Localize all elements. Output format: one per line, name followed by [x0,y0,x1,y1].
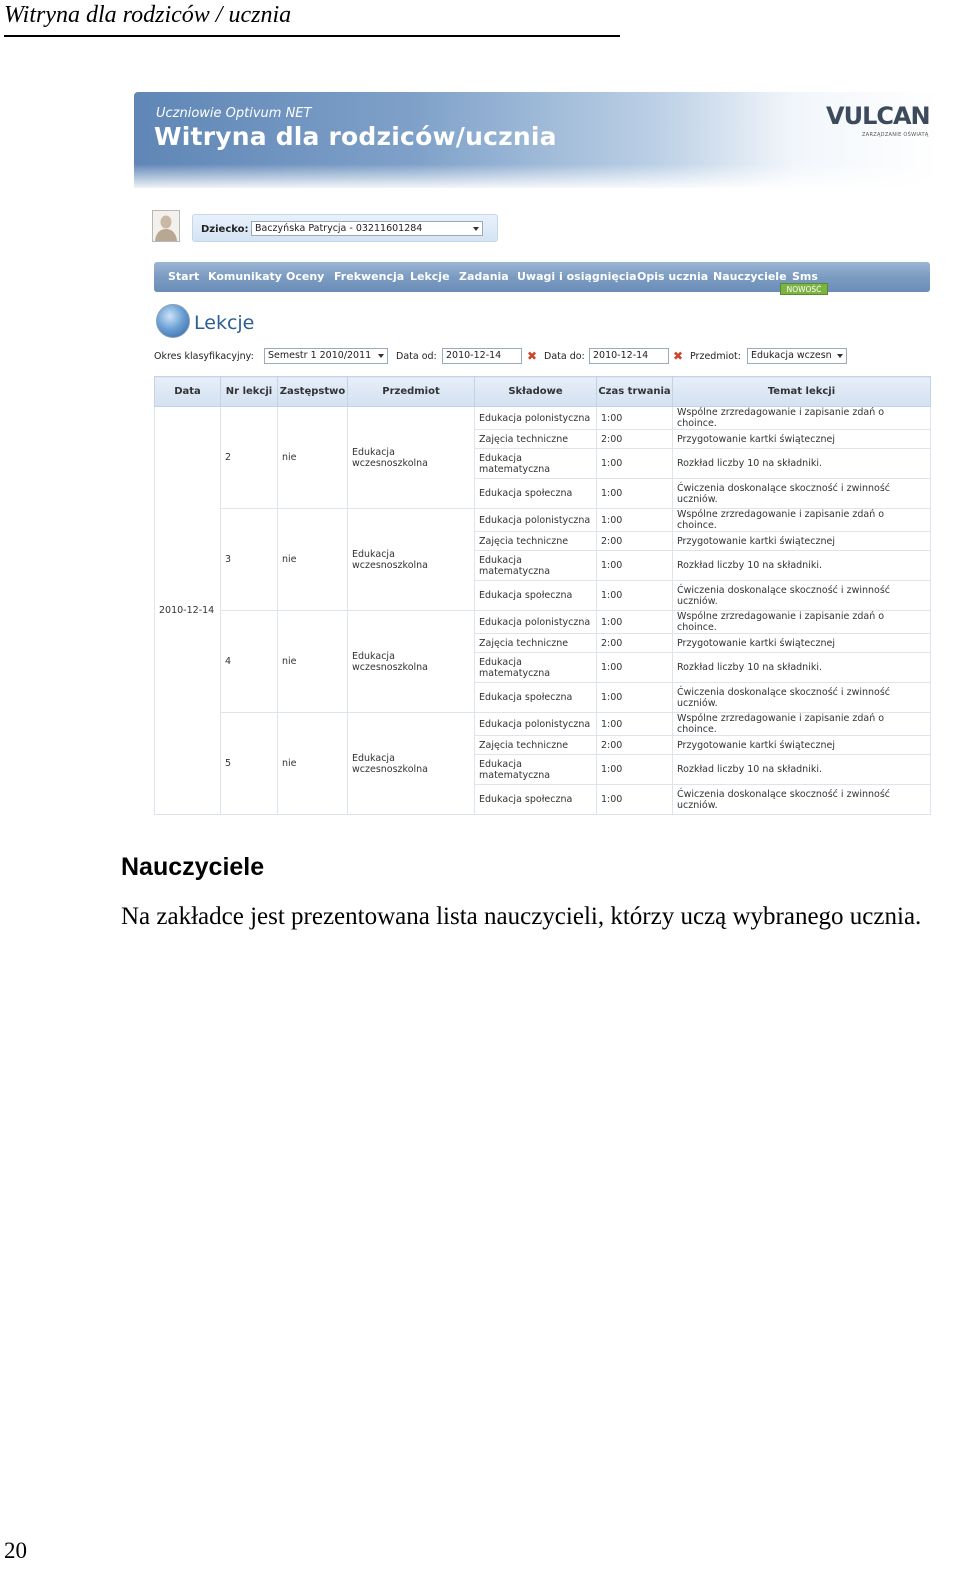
cell-czas: 1:00 [597,611,673,634]
cell-zastepstwo: nie [278,509,348,611]
cell-czas: 2:00 [597,736,673,755]
col-header-temat[interactable]: Temat lekcji [673,377,931,407]
nav-komunikaty[interactable]: Komunikaty [208,270,282,283]
cell-temat: Rozkład liczby 10 na składniki. [673,755,931,785]
nav-sms[interactable]: Sms [792,270,818,283]
subject-label: Przedmiot: [690,351,741,362]
cell-skladowe: Zajęcia techniczne [475,532,597,551]
filters-bar [154,348,934,366]
subject-select[interactable] [747,348,847,364]
date-from-label: Data od: [396,351,437,362]
page-title: Lekcje [194,312,255,334]
cell-temat: Wspólne zrzredagowanie i zapisanie zdań o choince. [673,713,931,736]
date-to-input[interactable] [589,348,669,364]
subject-select-value: Edukacja wczesn [751,350,832,361]
cell-temat: Przygotowanie kartki świątecznej [673,430,931,449]
col-header-skladowe[interactable]: Składowe [475,377,597,407]
cell-skladowe: Edukacja społeczna [475,581,597,611]
clear-date-to-icon[interactable]: ✖ [672,349,684,363]
running-header: Witryna dla rodziców / ucznia [4,0,620,37]
app-subtitle: Uczniowie Optivum NET [156,106,312,121]
table-row [155,509,931,532]
cell-temat: Przygotowanie kartki świątecznej [673,736,931,755]
date-to-value: 2010-12-14 [593,350,649,361]
cell-czas: 1:00 [597,713,673,736]
cell-skladowe: Edukacja matematyczna [475,551,597,581]
cell-przedmiot: Edukacja wczesnoszkolna [348,509,475,611]
child-label: Dziecko: [201,224,249,235]
lessons-globe-icon [156,304,190,338]
section-heading: Nauczyciele [121,853,265,881]
cell-czas: 1:00 [597,581,673,611]
cell-nr-lekcji: 2 [221,407,278,509]
cell-czas: 2:00 [597,532,673,551]
table-header-row [155,377,931,407]
cell-czas: 1:00 [597,509,673,532]
nav-frekwencja[interactable]: Frekwencja [334,270,405,283]
cell-skladowe: Edukacja polonistyczna [475,407,597,430]
cell-nr-lekcji: 5 [221,713,278,815]
date-to-label: Data do: [544,351,585,362]
col-header-czas-trwania[interactable]: Czas trwania [597,377,673,407]
cell-temat: Wspólne zrzredagowanie i zapisanie zdań o choince. [673,611,931,634]
cell-temat: Ćwiczenia doskonalące skoczność i zwinność uczniów. [673,785,931,815]
period-select-value: Semestr 1 2010/2011 [268,350,372,361]
cell-temat: Ćwiczenia doskonalące skoczność i zwinność uczniów. [673,581,931,611]
cell-skladowe: Zajęcia techniczne [475,736,597,755]
date-from-input[interactable] [442,348,522,364]
cell-czas: 1:00 [597,785,673,815]
cell-temat: Przygotowanie kartki świątecznej [673,532,931,551]
cell-czas: 2:00 [597,430,673,449]
cell-skladowe: Edukacja matematyczna [475,755,597,785]
page-number: 20 [4,1538,27,1563]
clear-date-from-icon[interactable]: ✖ [526,349,538,363]
child-select[interactable] [251,221,483,236]
col-header-zastepstwo[interactable]: Zastępstwo [278,377,348,407]
cell-nr-lekcji: 4 [221,611,278,713]
logo-name: VULCAN [826,102,930,130]
nav-uwagi[interactable]: Uwagi i osiągnięcia [517,270,637,283]
cell-czas: 2:00 [597,634,673,653]
app-title: Witryna dla rodziców/ucznia [154,122,557,151]
nav-zadania[interactable]: Zadania [459,270,509,283]
nav-opis-ucznia[interactable]: Opis ucznia [637,270,709,283]
cell-temat: Rozkład liczby 10 na składniki. [673,449,931,479]
section-body-text: Na zakładce jest prezentowana lista nauczycieli, którzy uczą wybranego ucznia. [121,903,922,930]
cell-skladowe: Edukacja społeczna [475,785,597,815]
cell-temat: Przygotowanie kartki świątecznej [673,634,931,653]
table-row [155,611,931,634]
cell-skladowe: Zajęcia techniczne [475,430,597,449]
cell-skladowe: Edukacja polonistyczna [475,713,597,736]
table-row [155,407,931,430]
cell-skladowe: Edukacja matematyczna [475,449,597,479]
cell-skladowe: Edukacja społeczna [475,479,597,509]
period-select[interactable] [264,348,388,364]
cell-skladowe: Edukacja społeczna [475,683,597,713]
col-header-przedmiot[interactable]: Przedmiot [348,377,475,407]
nav-nauczyciele[interactable]: Nauczyciele [713,270,787,283]
cell-skladowe: Zajęcia techniczne [475,634,597,653]
cell-nr-lekcji: 3 [221,509,278,611]
cell-czas: 1:00 [597,449,673,479]
col-header-nr-lekcji[interactable]: Nr lekcji [221,377,278,407]
cell-skladowe: Edukacja matematyczna [475,653,597,683]
cell-czas: 1:00 [597,755,673,785]
cell-czas: 1:00 [597,407,673,430]
vulcan-logo [826,102,938,142]
cell-temat: Ćwiczenia doskonalące skoczność i zwinność uczniów. [673,683,931,713]
nav-start[interactable]: Start [168,270,200,283]
period-label: Okres klasyfikacyjny: [154,351,254,362]
cell-przedmiot: Edukacja wczesnoszkolna [348,611,475,713]
child-select-value: Baczyńska Patrycja - 03211601284 [255,223,423,234]
table-row [155,713,931,736]
lessons-table [154,376,931,815]
cell-czas: 1:00 [597,479,673,509]
chevron-down-icon [378,354,384,358]
col-header-data[interactable]: Data [155,377,221,407]
cell-temat: Wspólne zrzredagowanie i zapisanie zdań o choince. [673,407,931,430]
cell-czas: 1:00 [597,551,673,581]
cell-zastepstwo: nie [278,407,348,509]
child-selector [192,214,498,242]
cell-temat: Rozkład liczby 10 na składniki. [673,551,931,581]
avatar-icon [152,210,180,242]
new-badge: NOWOŚĆ [780,283,828,295]
cell-temat: Ćwiczenia doskonalące skoczność i zwinność uczniów. [673,479,931,509]
cell-przedmiot: Edukacja wczesnoszkolna [348,407,475,509]
nav-lekcje[interactable]: Lekcje [410,270,450,283]
cell-przedmiot: Edukacja wczesnoszkolna [348,713,475,815]
cell-temat: Wspólne zrzredagowanie i zapisanie zdań o choince. [673,509,931,532]
chevron-down-icon [837,354,843,358]
app-banner [134,92,940,188]
chevron-down-icon [473,227,479,231]
cell-czas: 1:00 [597,683,673,713]
cell-date: 2010-12-14 [155,407,221,815]
date-from-value: 2010-12-14 [446,350,502,361]
cell-czas: 1:00 [597,653,673,683]
cell-skladowe: Edukacja polonistyczna [475,611,597,634]
cell-zastepstwo: nie [278,611,348,713]
cell-zastepstwo: nie [278,713,348,815]
app-screenshot [134,90,940,810]
nav-oceny[interactable]: Oceny [286,270,325,283]
logo-tagline: ZARZĄDZANIE OŚWIATĄ [862,132,929,138]
cell-temat: Rozkład liczby 10 na składniki. [673,653,931,683]
cell-skladowe: Edukacja polonistyczna [475,509,597,532]
